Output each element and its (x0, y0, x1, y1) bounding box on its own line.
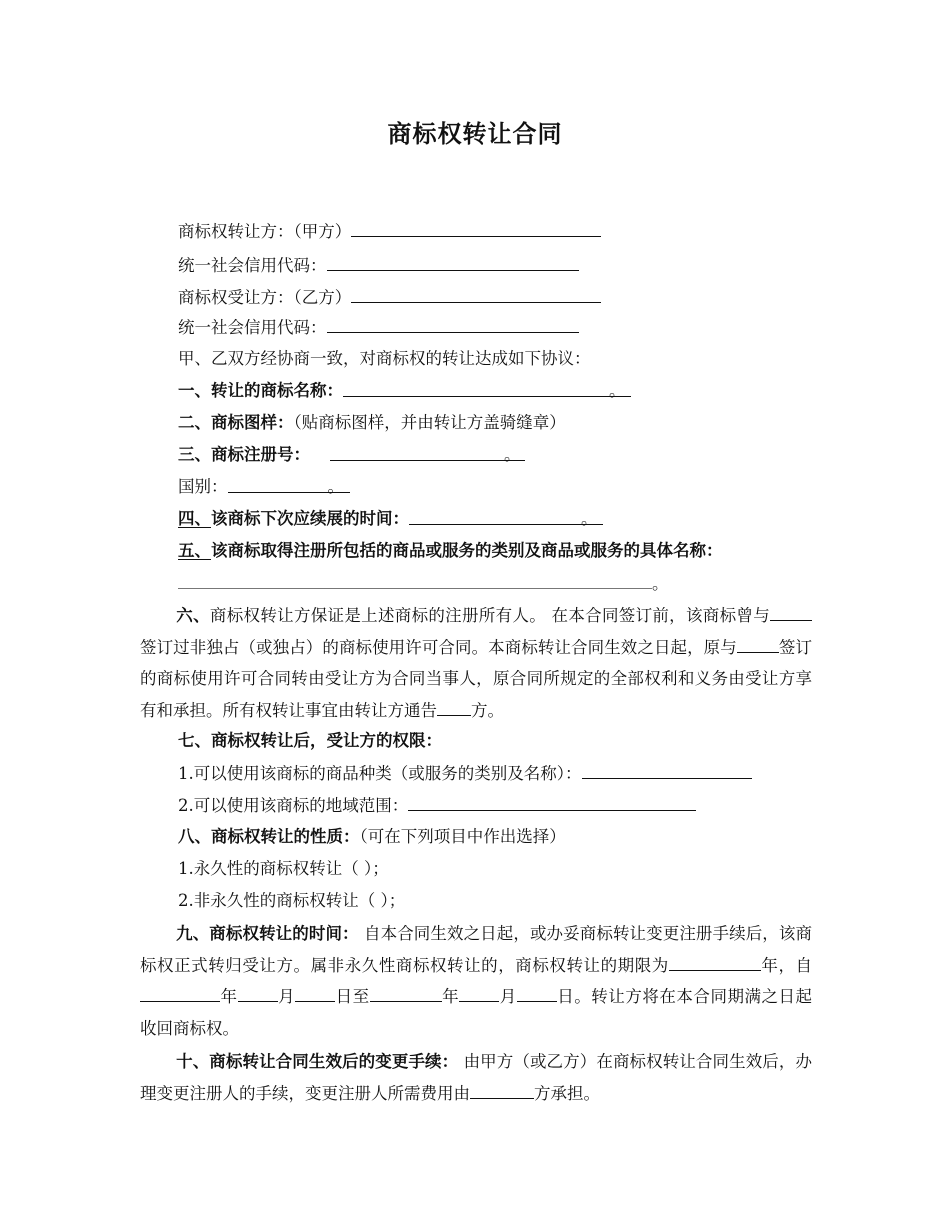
page-title: 商标权转让合同 (387, 120, 563, 148)
region-blank[interactable] (408, 794, 696, 811)
section-7-item-1-text: 1.可以使用该商标的商品种类（或服务的类别及名称）： (178, 764, 582, 783)
section-6-text-3: 签订的商标使用许可合同转由受让方为合同当事人，原合同所规定的全部权利和义务由受让方享有和承担。所有权转让事宜由转让方通告 (140, 637, 813, 720)
section-6-paragraph (140, 600, 812, 726)
section-10-text-1: 由甲方（或乙方）在商标权转让合同生效后，办理变更注册人的手续，变更注册人所需费用由 (140, 1052, 812, 1103)
section-2-label: 二、商标图样： (178, 413, 294, 432)
section-9-year-3: 年 (441, 987, 460, 1006)
section-5-blank-row (178, 572, 669, 595)
credit-code-label-1: 统一社会信用代码： (178, 256, 327, 275)
transferor-label: 商标权转让方：（甲方） (178, 222, 352, 241)
licensee-blank-1[interactable] (770, 604, 812, 621)
trademark-name-blank[interactable] (343, 380, 631, 400)
notify-party-blank[interactable] (437, 699, 471, 716)
section-9-paragraph (140, 918, 812, 1044)
section-3-row (178, 444, 525, 466)
section-6-text-1: 商标权转让方保证是上述商标的注册所有人。 在本合同签订前，该商标曾与 (209, 606, 771, 625)
section-1-label: 一、转让的商标名称： (178, 381, 343, 400)
section-4-label: 该商标下次应续展的时间： (211, 509, 409, 528)
section-9-day-1: 日至 (335, 987, 370, 1006)
credit-code-blank-1[interactable] (327, 254, 579, 271)
section-10-text-2: 方承担。 (534, 1083, 600, 1103)
non-permanent-option[interactable]: 2.非永久性的商标权转让（ ）； (178, 891, 406, 910)
section-7-item-2 (178, 794, 696, 817)
end-day-blank[interactable] (517, 985, 557, 1002)
start-year-blank[interactable] (140, 985, 220, 1002)
section-9-year-2: 年 (220, 987, 238, 1006)
section-2-text: （贴商标图样，并由转让方盖骑缝章） (293, 413, 566, 432)
fee-party-blank[interactable] (470, 1082, 534, 1099)
transferee-label: 商标权受让方：（乙方） (178, 288, 352, 307)
transferee-blank[interactable] (351, 286, 601, 303)
section-10-label: 十、商标转让合同生效后的变更手续： (176, 1052, 459, 1071)
section-7-item-2-text: 2.可以使用该商标的地域范围： (178, 796, 409, 815)
licensee-blank-2[interactable] (737, 636, 779, 653)
section-5-label: 该商标取得注册所包括的商品或服务的类别及商品或服务的具体名称： (211, 541, 723, 560)
credit-code-label-2: 统一社会信用代码： (178, 318, 327, 337)
end-year-blank[interactable] (370, 985, 442, 1002)
section-3-end: 。 (504, 445, 521, 464)
section-8-note: （可在下列项目中作出选择） (359, 827, 566, 846)
section-5-row (178, 540, 723, 562)
section-4-number: 四、 (178, 509, 211, 528)
section-4-row (178, 508, 603, 530)
section-5-number: 五、 (178, 541, 211, 560)
section-9-label: 九、商标权转让的时间： (176, 924, 359, 943)
section-9-day-2: 日。转让方将在本合同期满之日起收回商标权。 (140, 987, 813, 1038)
section-1-end: 。 (609, 381, 626, 400)
transferor-row (178, 220, 601, 243)
goods-services-blank[interactable] (178, 572, 652, 589)
registration-number-blank[interactable] (330, 444, 525, 464)
section-2-row (178, 412, 566, 434)
country-label: 国别： (178, 477, 228, 496)
term-years-blank[interactable] (669, 954, 761, 971)
start-month-blank[interactable] (238, 985, 278, 1002)
section-6-label: 六、 (176, 606, 210, 625)
section-3-label: 三、商标注册号： (178, 445, 310, 464)
goods-type-blank[interactable] (582, 762, 752, 779)
section-8-row (178, 826, 566, 848)
section-9-text-1: 自本合同生效之日起，或办妥商标转让变更注册手续后，该商标权正式转归受让方。属非永久性商标权转让的，商标权转让的期限为 (140, 924, 812, 975)
section-7-title: 七、商标权转让后，受让方的权限： (178, 731, 442, 750)
transferee-row (178, 286, 601, 309)
section-7-item-1 (178, 762, 752, 785)
section-9-month-2: 月 (499, 987, 517, 1006)
country-blank[interactable] (228, 476, 350, 496)
section-10-paragraph (140, 1046, 812, 1109)
start-day-blank[interactable] (295, 985, 335, 1002)
credit-code-row-1 (178, 254, 579, 277)
transferor-blank[interactable] (351, 220, 601, 237)
end-month-blank[interactable] (459, 985, 499, 1002)
section-6-text-2: 签订过非独占（或独占）的商标使用许可合同。本商标转让合同生效之日起，原与 (140, 637, 737, 657)
intro-text: 甲、乙双方经协商一致，对商标权的转让达成如下协议： (178, 349, 591, 368)
section-1-row (178, 380, 631, 402)
section-4-end: 。 (581, 509, 598, 528)
country-end: 。 (327, 477, 344, 496)
section-8-label: 八、商标权转让的性质： (178, 827, 360, 846)
section-9-month-1: 月 (277, 987, 296, 1006)
section-6-text-4: 方。 (471, 700, 504, 720)
credit-code-row-2 (178, 316, 579, 339)
credit-code-blank-2[interactable] (327, 316, 579, 333)
permanent-option[interactable]: 1.永久性的商标权转让（ ）； (178, 859, 389, 878)
section-9-year-1: 年，自 (760, 955, 813, 975)
country-row (178, 476, 350, 498)
section-7-label (178, 730, 442, 752)
section-5-end: 。 (652, 574, 669, 593)
renewal-time-blank[interactable] (409, 508, 603, 528)
